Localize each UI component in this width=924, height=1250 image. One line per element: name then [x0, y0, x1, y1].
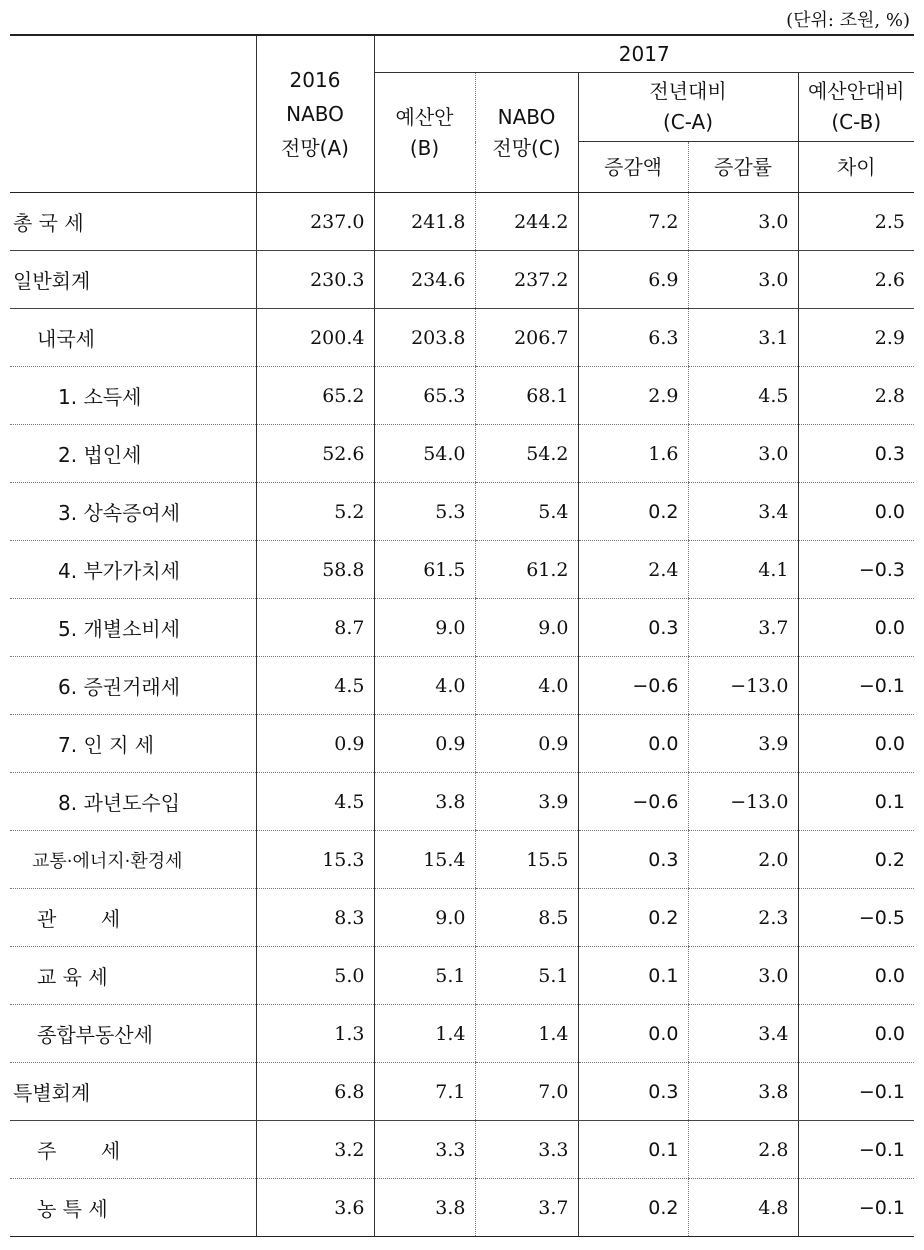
- cell-value: 3.1: [688, 309, 798, 367]
- row-label: 내국세: [10, 309, 256, 367]
- cell-value: 1.6: [578, 425, 688, 483]
- header-yoy: 전년대비 (C-A): [578, 73, 798, 142]
- cell-value: 5.2: [256, 483, 374, 541]
- cell-value: 15.3: [256, 831, 374, 889]
- cell-value: 3.8: [374, 1179, 475, 1237]
- cell-value: 5.4: [475, 483, 578, 541]
- cell-value: 2.0: [688, 831, 798, 889]
- cell-value: 4.8: [688, 1179, 798, 1237]
- cell-value: 0.2: [578, 483, 688, 541]
- table-row: [10, 715, 914, 773]
- cell-value: 3.4: [688, 483, 798, 541]
- cell-value: 4.5: [688, 367, 798, 425]
- header-difference: 차이: [798, 142, 914, 193]
- table-row: [10, 1063, 914, 1121]
- table-row: [10, 599, 914, 657]
- cell-value: 9.0: [374, 599, 475, 657]
- table-row: [10, 773, 914, 831]
- cell-value: 234.6: [374, 251, 475, 309]
- cell-value: 4.0: [374, 657, 475, 715]
- cell-value: 2.9: [578, 367, 688, 425]
- header-change-rate: 증감률: [688, 142, 798, 193]
- table-row: [10, 889, 914, 947]
- table-row: [10, 831, 914, 889]
- cell-value: −0.6: [578, 773, 688, 831]
- table-row: [10, 657, 914, 715]
- cell-value: 200.4: [256, 309, 374, 367]
- cell-value: 5.3: [374, 483, 475, 541]
- cell-value: 0.2: [798, 831, 914, 889]
- cell-value: 15.4: [374, 831, 475, 889]
- header-2017: 2017: [374, 35, 914, 73]
- row-label: 7. 인 지 세: [10, 715, 256, 773]
- cell-value: 6.3: [578, 309, 688, 367]
- table-row: [10, 1005, 914, 1063]
- table-row: [10, 483, 914, 541]
- cell-value: 1.4: [475, 1005, 578, 1063]
- cell-value: 3.9: [688, 715, 798, 773]
- cell-value: 237.2: [475, 251, 578, 309]
- cell-value: −13.0: [688, 773, 798, 831]
- header-change-amount: 증감액: [578, 142, 688, 193]
- header-nabo-2017: NABO 전망(C): [475, 73, 578, 193]
- cell-value: 3.7: [688, 599, 798, 657]
- cell-value: 7.2: [578, 193, 688, 251]
- cell-value: 5.1: [374, 947, 475, 1005]
- table-row: [10, 1121, 914, 1179]
- cell-value: −0.5: [798, 889, 914, 947]
- cell-value: 230.3: [256, 251, 374, 309]
- header-2016-nabo: 2016 NABO 전망(A): [256, 35, 374, 193]
- cell-value: 0.3: [578, 1063, 688, 1121]
- cell-value: 0.0: [578, 715, 688, 773]
- cell-value: 6.9: [578, 251, 688, 309]
- header-vs-budget: 예산안대비 (C-B): [798, 73, 914, 142]
- cell-value: 241.8: [374, 193, 475, 251]
- cell-value: 0.2: [578, 1179, 688, 1237]
- row-label: 2. 법인세: [10, 425, 256, 483]
- cell-value: 2.8: [688, 1121, 798, 1179]
- row-label: 종합부동산세: [10, 1005, 256, 1063]
- cell-value: 65.3: [374, 367, 475, 425]
- cell-value: 15.5: [475, 831, 578, 889]
- cell-value: 2.4: [578, 541, 688, 599]
- cell-value: 206.7: [475, 309, 578, 367]
- cell-value: 54.2: [475, 425, 578, 483]
- cell-value: 65.2: [256, 367, 374, 425]
- cell-value: 0.0: [798, 483, 914, 541]
- cell-value: 0.0: [578, 1005, 688, 1063]
- cell-value: 54.0: [374, 425, 475, 483]
- cell-value: 4.0: [475, 657, 578, 715]
- cell-value: 2.8: [798, 367, 914, 425]
- row-label: 교통·에너지·환경세: [10, 831, 256, 889]
- cell-value: 1.4: [374, 1005, 475, 1063]
- cell-value: 8.7: [256, 599, 374, 657]
- cell-value: 1.3: [256, 1005, 374, 1063]
- cell-value: 0.0: [798, 715, 914, 773]
- cell-value: 0.3: [578, 831, 688, 889]
- cell-value: 0.2: [578, 889, 688, 947]
- cell-value: 3.4: [688, 1005, 798, 1063]
- table-row: [10, 425, 914, 483]
- cell-value: 8.5: [475, 889, 578, 947]
- cell-value: −0.1: [798, 657, 914, 715]
- cell-value: −0.3: [798, 541, 914, 599]
- cell-value: 3.9: [475, 773, 578, 831]
- cell-value: −0.1: [798, 1179, 914, 1237]
- row-label: 5. 개별소비세: [10, 599, 256, 657]
- row-label: 3. 상속증여세: [10, 483, 256, 541]
- cell-value: 3.8: [374, 773, 475, 831]
- row-label: 특별회계: [10, 1063, 256, 1121]
- cell-value: 0.1: [798, 773, 914, 831]
- cell-value: 7.0: [475, 1063, 578, 1121]
- cell-value: 5.1: [475, 947, 578, 1005]
- cell-value: 9.0: [374, 889, 475, 947]
- header-blank: [10, 35, 256, 193]
- cell-value: 0.3: [578, 599, 688, 657]
- table-header: [10, 35, 914, 193]
- cell-value: 3.8: [688, 1063, 798, 1121]
- cell-value: 0.9: [475, 715, 578, 773]
- row-label: 8. 과년도수입: [10, 773, 256, 831]
- unit-label: (단위: 조원, %): [786, 10, 910, 31]
- cell-value: 2.6: [798, 251, 914, 309]
- cell-value: 3.0: [688, 425, 798, 483]
- cell-value: 203.8: [374, 309, 475, 367]
- table-row: [10, 193, 914, 251]
- tax-revenue-table: [10, 34, 914, 1237]
- cell-value: 2.9: [798, 309, 914, 367]
- cell-value: 4.5: [256, 773, 374, 831]
- cell-value: 8.3: [256, 889, 374, 947]
- cell-value: 6.8: [256, 1063, 374, 1121]
- cell-value: 0.0: [798, 599, 914, 657]
- cell-value: 61.2: [475, 541, 578, 599]
- cell-value: 3.3: [475, 1121, 578, 1179]
- cell-value: 0.9: [256, 715, 374, 773]
- table-row: [10, 1179, 914, 1237]
- cell-value: 2.5: [798, 193, 914, 251]
- row-label: 4. 부가가치세: [10, 541, 256, 599]
- cell-value: −0.6: [578, 657, 688, 715]
- cell-value: 0.3: [798, 425, 914, 483]
- cell-value: 3.0: [688, 193, 798, 251]
- row-label: 일반회계: [10, 251, 256, 309]
- cell-value: 68.1: [475, 367, 578, 425]
- cell-value: 7.1: [374, 1063, 475, 1121]
- table-row: [10, 947, 914, 1005]
- cell-value: 0.0: [798, 1005, 914, 1063]
- cell-value: 58.8: [256, 541, 374, 599]
- table-body: [10, 193, 914, 1237]
- cell-value: 3.6: [256, 1179, 374, 1237]
- cell-value: 0.1: [578, 1121, 688, 1179]
- row-label: 6. 증권거래세: [10, 657, 256, 715]
- table-row: [10, 367, 914, 425]
- cell-value: 3.0: [688, 251, 798, 309]
- table-row: [10, 251, 914, 309]
- cell-value: 4.5: [256, 657, 374, 715]
- table-row: [10, 309, 914, 367]
- cell-value: 244.2: [475, 193, 578, 251]
- cell-value: 0.1: [578, 947, 688, 1005]
- cell-value: 2.3: [688, 889, 798, 947]
- cell-value: 3.3: [374, 1121, 475, 1179]
- row-label: 1. 소득세: [10, 367, 256, 425]
- cell-value: −0.1: [798, 1121, 914, 1179]
- row-label: 주 세: [10, 1121, 256, 1179]
- cell-value: 0.0: [798, 947, 914, 1005]
- header-budget: 예산안 (B): [374, 73, 475, 193]
- cell-value: −13.0: [688, 657, 798, 715]
- row-label: 농 특 세: [10, 1179, 256, 1237]
- cell-value: 3.0: [688, 947, 798, 1005]
- row-label: 총 국 세: [10, 193, 256, 251]
- cell-value: 3.2: [256, 1121, 374, 1179]
- cell-value: −0.1: [798, 1063, 914, 1121]
- row-label: 교 육 세: [10, 947, 256, 1005]
- cell-value: 9.0: [475, 599, 578, 657]
- cell-value: 3.7: [475, 1179, 578, 1237]
- cell-value: 0.9: [374, 715, 475, 773]
- cell-value: 4.1: [688, 541, 798, 599]
- cell-value: 5.0: [256, 947, 374, 1005]
- cell-value: 237.0: [256, 193, 374, 251]
- table-row: [10, 541, 914, 599]
- cell-value: 52.6: [256, 425, 374, 483]
- row-label: 관 세: [10, 889, 256, 947]
- cell-value: 61.5: [374, 541, 475, 599]
